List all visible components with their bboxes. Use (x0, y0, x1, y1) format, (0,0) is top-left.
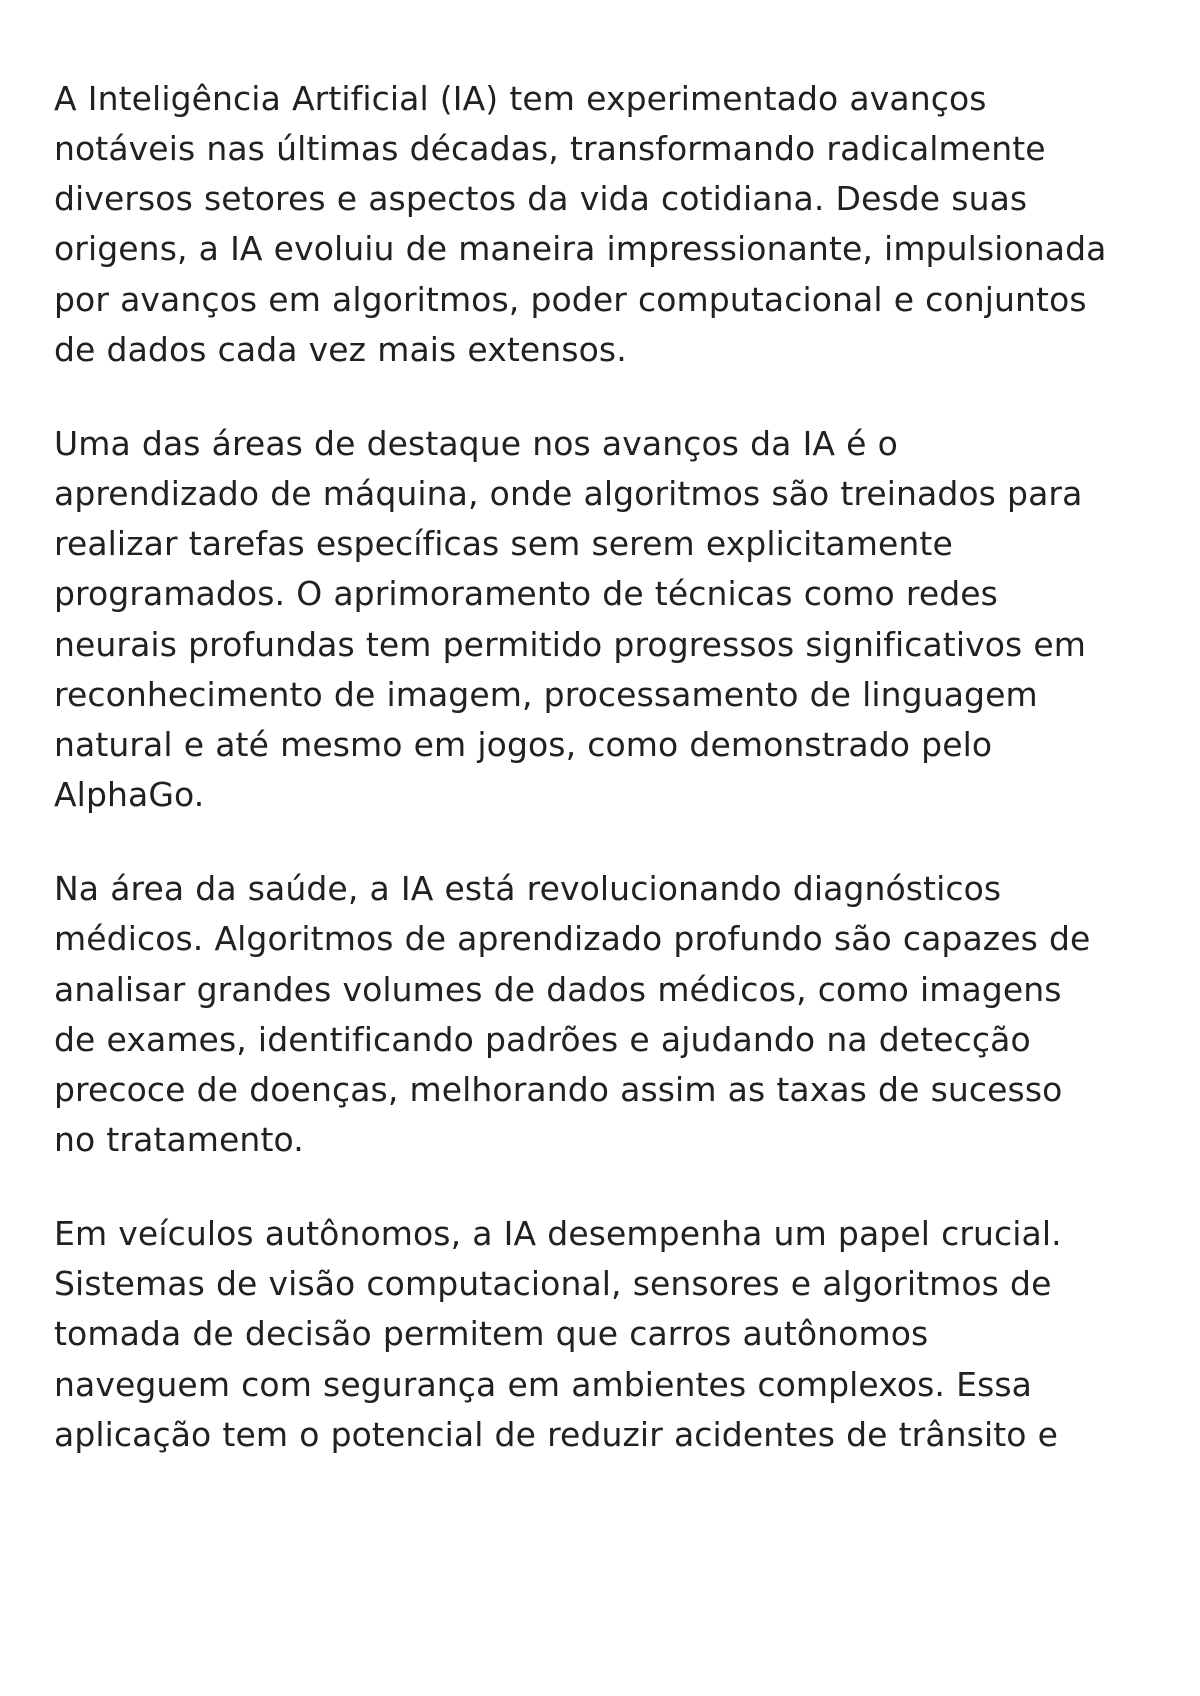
paragraph-2: Uma das áreas de destaque nos avanços da IA é o aprendizado de máquina, onde algoritmos são treinados para realizar tarefas específicas sem serem explicitamente programados. O aprimoramento de técnicas como redes neurais profundas tem permitido progressos significativos em reconhecimento de imagem, processamento de linguagem natural e até mesmo em jogos, como demonstrado pelo AlphaGo. (54, 423, 1087, 815)
paragraph-4: Em veículos autônomos, a IA desempenha um papel crucial. Sistemas de visão computacional, sensores e algoritmos de tomada de decisão permitem que carros autônomos naveguem com segurança em ambientes complexos. Essa aplicação tem o potencial de reduzir acidentes de trânsito e (54, 1214, 1062, 1454)
paragraph-1: A Inteligência Artificial (IA) tem experimentado avanços notáveis nas últimas décadas, transformando radicalmente diversos setores e aspectos da vida cotidiana. Desde suas origens, a IA evoluiu de maneira impressionante, impulsionada por avanços em algoritmos, poder computacional e conjuntos de dados cada vez mais extensos. (54, 79, 1107, 369)
paragraph-3: Na área da saúde, a IA está revolucionando diagnósticos médicos. Algoritmos de aprendizado profundo são capazes de analisar grandes volumes de dados médicos, como imagens de exames, identificando padrões e ajudando na detecção precoce de doenças, melhorando assim as taxas de sucesso no tratamento. (54, 869, 1091, 1159)
article-body (54, 74, 1114, 1460)
